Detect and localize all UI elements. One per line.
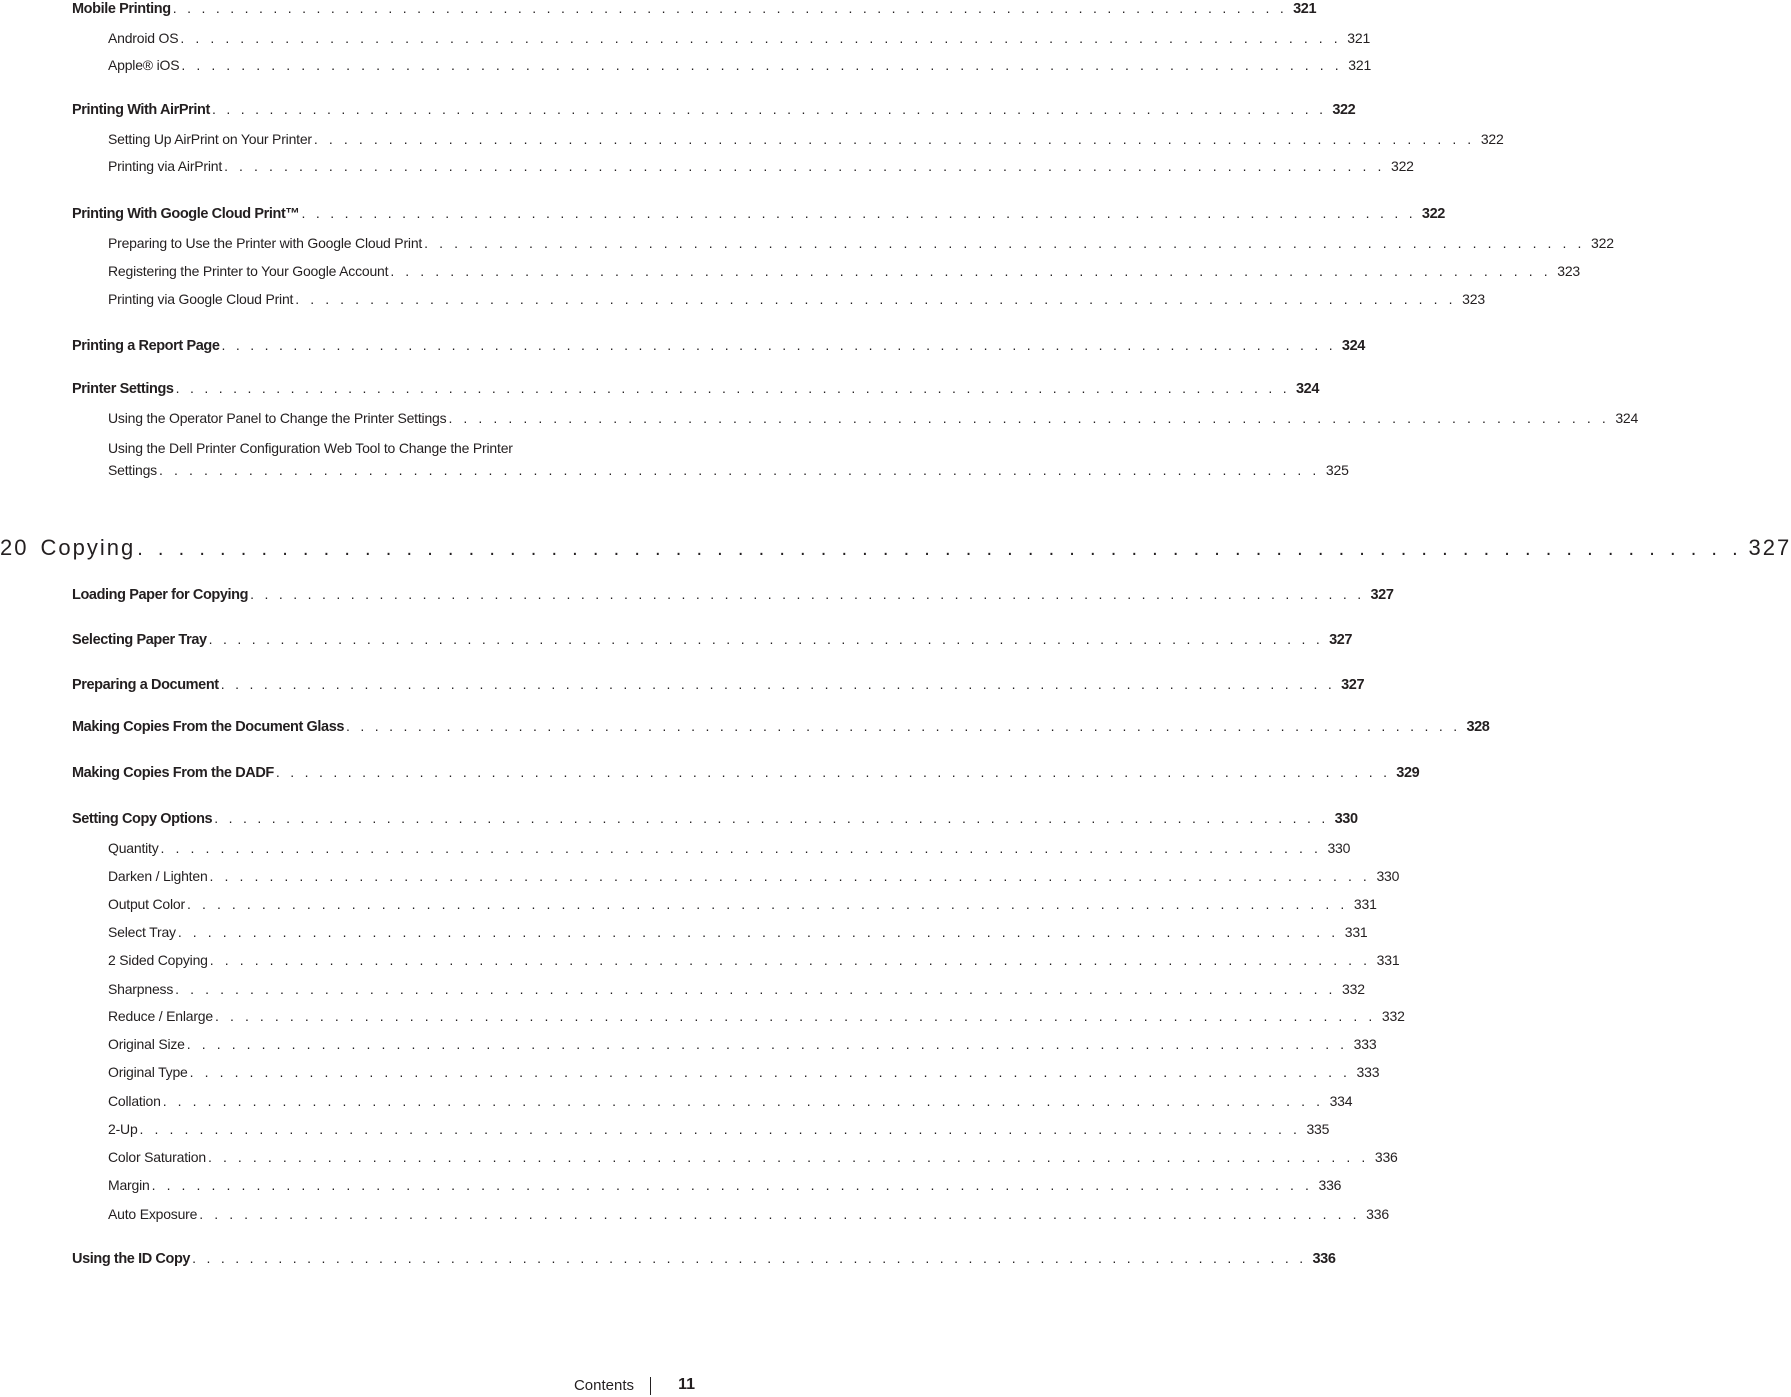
dot-leader: . . . . . . . . . . . . . . . . . . . . . . . . . . . . . . . . . . . . . . . . . . . . . . . . . . . . . . . . . . . . . . . . . . . . . . . . . . . . . . xyxy=(192,1250,1307,1266)
dot-leader: . . . . . . . . . . . . . . . . . . . . . . . . . . . . . . . . . . . . . . . . . . . . . . . . . . . . . . . . . . . . . . . . . . . . . . . . . . . . . . xyxy=(214,810,1329,826)
toc-section-entry[interactable] xyxy=(72,810,1358,827)
chapter-title: Copying xyxy=(40,535,136,560)
toc-page-number: 323 xyxy=(1462,291,1485,307)
toc-page-number: 334 xyxy=(1329,1093,1353,1109)
dot-leader: . . . . . . . . . . . . . . . . . . . . . . . . . . . . . . . . . . . . . . . . . . . . . . . . . . . . . . . . . . . . . . . . . . . . . . . . . . . . . . xyxy=(448,410,1610,426)
dot-leader: . . . . . . . . . . . . . . . . . . . . . . . . . . . . . . . . . . . . . . . . . . . . . . . . . . . . . . . . . . . . . . . . . . . . . . . . . . . . . . xyxy=(221,337,1336,353)
toc-subsection-entry[interactable] xyxy=(108,263,1580,279)
toc-entry-title: 2 Sided Copying xyxy=(108,952,208,968)
toc-subsection-entry[interactable] xyxy=(108,410,1639,426)
toc-entry-title: Original Size xyxy=(108,1036,185,1052)
dot-leader: . . . . . . . . . . . . . . . . . . . . . . . . . . . . . . . . . . . . . . . . . . . . . . . . . . . . . . . . . . . . . . . . . . . . . . . . . . . . . . xyxy=(172,0,1288,16)
footer-page-number: 11 xyxy=(678,1376,695,1393)
toc-page-number: 329 xyxy=(1396,765,1420,781)
toc-entry-title: Registering the Printer to Your Google Account xyxy=(108,263,389,279)
toc-section-entry[interactable] xyxy=(72,586,1394,603)
toc-subsection-entry[interactable] xyxy=(108,1177,1342,1193)
toc-subsection-entry[interactable] xyxy=(108,896,1377,912)
toc-page-number: 325 xyxy=(1325,462,1349,478)
toc-subsection-entry[interactable] xyxy=(108,981,1365,997)
toc-subsection-entry[interactable] xyxy=(108,57,1372,73)
toc-page-number: 331 xyxy=(1353,896,1377,912)
toc-section-entry[interactable] xyxy=(72,764,1420,781)
dot-leader: . . . . . . . . . . . . . . . . . . . . . . . . . . . . . . . . . . . . . . . . . . . . . . . . . . . . . . . . . . . . . . . . . . . . . . . . . . . . . . xyxy=(186,896,1348,912)
toc-entry-title: Darken / Lighten xyxy=(108,868,208,884)
toc-entry-title: Printing a Report Page xyxy=(72,338,220,354)
toc-subsection-entry[interactable] xyxy=(108,1206,1389,1222)
dot-leader: . . . . . . . . . . . . . . . . . . . . . . . . . . . . . . . . . . . . . . . . . . . . . . . . . . . . . . . . . . . . . . . . . . . . . . . . . . . . . . xyxy=(137,538,1743,560)
toc-entry-title: Apple® iOS xyxy=(108,57,180,73)
dot-leader: . . . . . . . . . . . . . . . . . . . . . . . . . . . . . . . . . . . . . . . . . . . . . . . . . . . . . . . . . . . . . . . . . . . . . . . . . . . . . . xyxy=(189,1064,1351,1080)
toc-section-entry[interactable] xyxy=(72,1250,1336,1267)
toc-page-number: 322 xyxy=(1421,206,1445,222)
toc-entry-title: Setting Copy Options xyxy=(72,811,213,827)
dot-leader: . . . . . . . . . . . . . . . . . . . . . . . . . . . . . . . . . . . . . . . . . . . . . . . . . . . . . . . . . . . . . . . . . . . . . . . . . . . . . . xyxy=(151,1177,1313,1193)
toc-page-number: 335 xyxy=(1306,1121,1330,1137)
toc-page-number: 333 xyxy=(1353,1036,1377,1052)
toc-entry-title: Collation xyxy=(108,1093,161,1109)
toc-page-number: 331 xyxy=(1376,952,1400,968)
dot-leader: . . . . . . . . . . . . . . . . . . . . . . . . . . . . . . . . . . . . . . . . . . . . . . . . . . . . . . . . . . . . . . . . . . . . . . . . . . . . . . xyxy=(424,235,1586,251)
page-footer xyxy=(0,1377,695,1397)
dot-leader: . . . . . . . . . . . . . . . . . . . . . . . . . . . . . . . . . . . . . . . . . . . . . . . . . . . . . . . . . . . . . . . . . . . . . . . . . . . . . . xyxy=(295,291,1457,307)
dot-leader: . . . . . . . . . . . . . . . . . . . . . . . . . . . . . . . . . . . . . . . . . . . . . . . . . . . . . . . . . . . . . . . . . . . . . . . . . . . . . . xyxy=(224,158,1385,174)
toc-section-entry[interactable] xyxy=(72,631,1353,648)
toc-subsection-entry[interactable] xyxy=(108,30,1371,46)
toc-entry-title: Printing With AirPrint xyxy=(72,102,210,118)
toc-entry-title: Original Type xyxy=(108,1064,188,1080)
footer-label: Contents xyxy=(573,1377,634,1394)
dot-leader: . . . . . . . . . . . . . . . . . . . . . . . . . . . . . . . . . . . . . . . . . . . . . . . . . . . . . . . . . . . . . . . . . . . . . . . . . . . . . . xyxy=(175,981,1337,997)
toc-entry-title: Color Saturation xyxy=(108,1149,206,1165)
toc-page-number: 327 xyxy=(1341,677,1365,693)
toc-entry-title: Setting Up AirPrint on Your Printer xyxy=(108,131,312,147)
toc-entry-title: Printer Settings xyxy=(72,381,174,397)
toc-page-number: 321 xyxy=(1293,1,1317,17)
toc-page-number: 333 xyxy=(1356,1064,1380,1080)
dot-leader: . . . . . . . . . . . . . . . . . . . . . . . . . . . . . . . . . . . . . . . . . . . . . . . . . . . . . . . . . . . . . . . . . . . . . . . . . . . . . . xyxy=(160,840,1322,856)
toc-entry-title: Preparing to Use the Printer with Google Cloud Print xyxy=(108,235,423,251)
toc-entry-title: Selecting Paper Tray xyxy=(72,632,207,648)
toc-entry-title: Sharpness xyxy=(108,981,174,997)
dot-leader: . . . . . . . . . . . . . . . . . . . . . . . . . . . . . . . . . . . . . . . . . . . . . . . . . . . . . . . . . . . . . . . . . . . . . . . . . . . . . . xyxy=(186,1036,1348,1052)
toc-page-number: 331 xyxy=(1344,924,1368,940)
dot-leader: . . . . . . . . . . . . . . . . . . . . . . . . . . . . . . . . . . . . . . . . . . . . . . . . . . . . . . . . . . . . . . . . . . . . . . . . . . . . . . xyxy=(214,1008,1376,1024)
toc-page-number: 324 xyxy=(1341,338,1365,354)
toc-entry-title: Output Color xyxy=(108,896,185,912)
toc-page-number: 330 xyxy=(1327,840,1351,856)
toc-page-number: 324 xyxy=(1615,410,1639,426)
toc-entry-title: Making Copies From the DADF xyxy=(72,765,274,781)
toc-section-entry[interactable] xyxy=(72,101,1356,118)
toc-subsection-entry[interactable] xyxy=(108,1093,1353,1109)
toc-entry-title: Using the Operator Panel to Change the Printer Settings xyxy=(108,410,447,426)
toc-subsection-entry[interactable] xyxy=(108,840,1351,856)
dot-leader: . . . . . . . . . . . . . . . . . . . . . . . . . . . . . . . . . . . . . . . . . . . . . . . . . . . . . . . . . . . . . . . . . . . . . . . . . . . . . . xyxy=(209,952,1371,968)
chapter-heading xyxy=(0,535,1791,561)
toc-entry-title: Printing With Google Cloud Print™ xyxy=(72,206,300,222)
toc-entry-title: Quantity xyxy=(108,840,159,856)
toc-entry-title: Auto Exposure xyxy=(108,1206,198,1222)
dot-leader: . . . . . . . . . . . . . . . . . . . . . . . . . . . . . . . . . . . . . . . . . . . . . . . . . . . . . . . . . . . . . . . . . . . . . . . . . . . . . . xyxy=(181,57,1343,73)
toc-page-number: 336 xyxy=(1312,1251,1336,1267)
toc-subsection-entry[interactable] xyxy=(108,924,1368,940)
toc-entry-title: Margin xyxy=(108,1177,150,1193)
toc-entry-title: Mobile Printing xyxy=(72,1,171,17)
toc-subsection-entry[interactable] xyxy=(108,131,1504,147)
dot-leader: . . . . . . . . . . . . . . . . . . . . . . . . . . . . . . . . . . . . . . . . . . . . . . . . . . . . . . . . . . . . . . . . . . . . . . . . . . . . . . xyxy=(199,1206,1361,1222)
dot-leader: . . . . . . . . . . . . . . . . . . . . . . . . . . . . . . . . . . . . . . . . . . . . . . . . . . . . . . . . . . . . . . . . . . . . . . . . . . . . . . xyxy=(346,718,1461,734)
dot-leader: . . . . . . . . . . . . . . . . . . . . . . . . . . . . . . . . . . . . . . . . . . . . . . . . . . . . . . . . . . . . . . . . . . . . . . . . . . . . . . xyxy=(275,764,1391,780)
toc-page-number: 330 xyxy=(1376,868,1400,884)
toc-entry-title: Printing via AirPrint xyxy=(108,158,223,174)
dot-leader: . . . . . . . . . . . . . . . . . . . . . . . . . . . . . . . . . . . . . . . . . . . . . . . . . . . . . . . . . . . . . . . . . . . . . . . . . . . . . . xyxy=(175,380,1290,396)
toc-entry-title: 2-Up xyxy=(108,1121,138,1137)
toc-subsection-entry[interactable] xyxy=(108,1149,1398,1165)
toc-section-entry[interactable] xyxy=(72,380,1319,397)
toc-entry-wrapped xyxy=(108,462,1349,478)
toc-entry-title: Loading Paper for Copying xyxy=(72,587,249,603)
toc-subsection-entry[interactable] xyxy=(108,868,1400,884)
toc-page-number: 330 xyxy=(1334,811,1358,827)
toc-section-entry[interactable] xyxy=(72,205,1445,222)
toc-page-number: 323 xyxy=(1557,263,1580,279)
toc-page-number: 336 xyxy=(1374,1149,1398,1165)
dot-leader: . . . . . . . . . . . . . . . . . . . . . . . . . . . . . . . . . . . . . . . . . . . . . . . . . . . . . . . . . . . . . . . . . . . . . . . . . . . . . . xyxy=(139,1121,1301,1137)
toc-entry-title: Select Tray xyxy=(108,924,176,940)
toc-subsection-entry[interactable] xyxy=(108,1064,1380,1080)
chapter-number: 20 xyxy=(0,535,29,560)
dot-leader: . . . . . . . . . . . . . . . . . . . . . . . . . . . . . . . . . . . . . . . . . . . . . . . . . . . . . . . . . . . . . . . . . . . . . . . . . . . . . . xyxy=(209,868,1371,884)
toc-page-number: 332 xyxy=(1381,1008,1405,1024)
toc-subsection-entry[interactable] xyxy=(108,1008,1405,1024)
dot-leader: . . . . . . . . . . . . . . . . . . . . . . . . . . . . . . . . . . . . . . . . . . . . . . . . . . . . . . . . . . . . . . . . . . . . . . . . . . . . . . xyxy=(220,676,1336,692)
toc-entry-title: Preparing a Document xyxy=(72,677,219,693)
toc-entry-title: Printing via Google Cloud Print xyxy=(108,291,294,307)
toc-subsection-entry[interactable] xyxy=(108,235,1614,251)
toc-subsection-entry[interactable] xyxy=(108,1121,1330,1137)
toc-page-number: 322 xyxy=(1480,131,1504,147)
toc-page-number: 322 xyxy=(1332,102,1356,118)
toc-page-number: 321 xyxy=(1348,57,1372,73)
chapter-page-number: 327 xyxy=(1748,535,1791,560)
dot-leader: . . . . . . . . . . . . . . . . . . . . . . . . . . . . . . . . . . . . . . . . . . . . . . . . . . . . . . . . . . . . . . . . . . . . . . . . . . . . . . xyxy=(177,924,1339,940)
toc-page-number: 321 xyxy=(1347,30,1371,46)
dot-leader: . . . . . . . . . . . . . . . . . . . . . . . . . . . . . . . . . . . . . . . . . . . . . . . . . . . . . . . . . . . . . . . . . . . . . . . . . . . . . . xyxy=(162,1093,1324,1109)
toc-page-number: 328 xyxy=(1466,719,1490,735)
toc-entry-title: Reduce / Enlarge xyxy=(108,1008,213,1024)
toc-section-entry[interactable] xyxy=(72,0,1317,17)
dot-leader: . . . . . . . . . . . . . . . . . . . . . . . . . . . . . . . . . . . . . . . . . . . . . . . . . . . . . . . . . . . . . . . . . . . . . . . . . . . . . . xyxy=(207,1149,1369,1165)
toc-subsection-entry[interactable] xyxy=(108,158,1414,174)
toc-subsection-entry[interactable] xyxy=(108,952,1400,968)
dot-leader: . . . . . . . . . . . . . . . . . . . . . . . . . . . . . . . . . . . . . . . . . . . . . . . . . . . . . . . . . . . . . . . . . . . . . . . . . . . . . . xyxy=(390,263,1552,279)
toc-page-number: 327 xyxy=(1329,632,1353,648)
toc-section-entry[interactable] xyxy=(72,676,1365,693)
footer-divider xyxy=(650,1377,651,1395)
toc-page-number: 332 xyxy=(1342,981,1365,997)
toc-page-number: 322 xyxy=(1591,235,1614,251)
toc-entry-title: Settings xyxy=(108,462,157,478)
toc-subsection-entry[interactable] xyxy=(108,1036,1377,1052)
toc-subsection-entry[interactable] xyxy=(108,291,1485,307)
toc-page-number: 322 xyxy=(1390,158,1414,174)
dot-leader: . . . . . . . . . . . . . . . . . . . . . . . . . . . . . . . . . . . . . . . . . . . . . . . . . . . . . . . . . . . . . . . . . . . . . . . . . . . . . . xyxy=(250,586,1365,602)
toc-page-number: 336 xyxy=(1366,1206,1389,1222)
dot-leader: . . . . . . . . . . . . . . . . . . . . . . . . . . . . . . . . . . . . . . . . . . . . . . . . . . . . . . . . . . . . . . . . . . . . . . . . . . . . . . xyxy=(159,462,1320,478)
toc-section-entry[interactable] xyxy=(72,337,1365,354)
toc-entry-wrapped-line1: Using the Dell Printer Configuration Web Tool to Change the Printer xyxy=(108,440,513,456)
dot-leader: . . . . . . . . . . . . . . . . . . . . . . . . . . . . . . . . . . . . . . . . . . . . . . . . . . . . . . . . . . . . . . . . . . . . . . . . . . . . . . xyxy=(208,631,1324,647)
toc-page-number: 324 xyxy=(1295,381,1319,397)
toc-page-number: 327 xyxy=(1370,587,1394,603)
dot-leader: . . . . . . . . . . . . . . . . . . . . . . . . . . . . . . . . . . . . . . . . . . . . . . . . . . . . . . . . . . . . . . . . . . . . . . . . . . . . . . xyxy=(313,131,1475,147)
toc-page-number: 336 xyxy=(1318,1177,1342,1193)
toc-section-entry[interactable] xyxy=(72,718,1490,735)
dot-leader: . . . . . . . . . . . . . . . . . . . . . . . . . . . . . . . . . . . . . . . . . . . . . . . . . . . . . . . . . . . . . . . . . . . . . . . . . . . . . . xyxy=(301,205,1416,221)
toc-entry-title: Android OS xyxy=(108,30,179,46)
dot-leader: . . . . . . . . . . . . . . . . . . . . . . . . . . . . . . . . . . . . . . . . . . . . . . . . . . . . . . . . . . . . . . . . . . . . . . . . . . . . . . xyxy=(211,101,1327,117)
dot-leader: . . . . . . . . . . . . . . . . . . . . . . . . . . . . . . . . . . . . . . . . . . . . . . . . . . . . . . . . . . . . . . . . . . . . . . . . . . . . . . xyxy=(180,30,1342,46)
toc-entry-title: Using the ID Copy xyxy=(72,1251,191,1267)
toc-entry-title: Making Copies From the Document Glass xyxy=(72,719,345,735)
